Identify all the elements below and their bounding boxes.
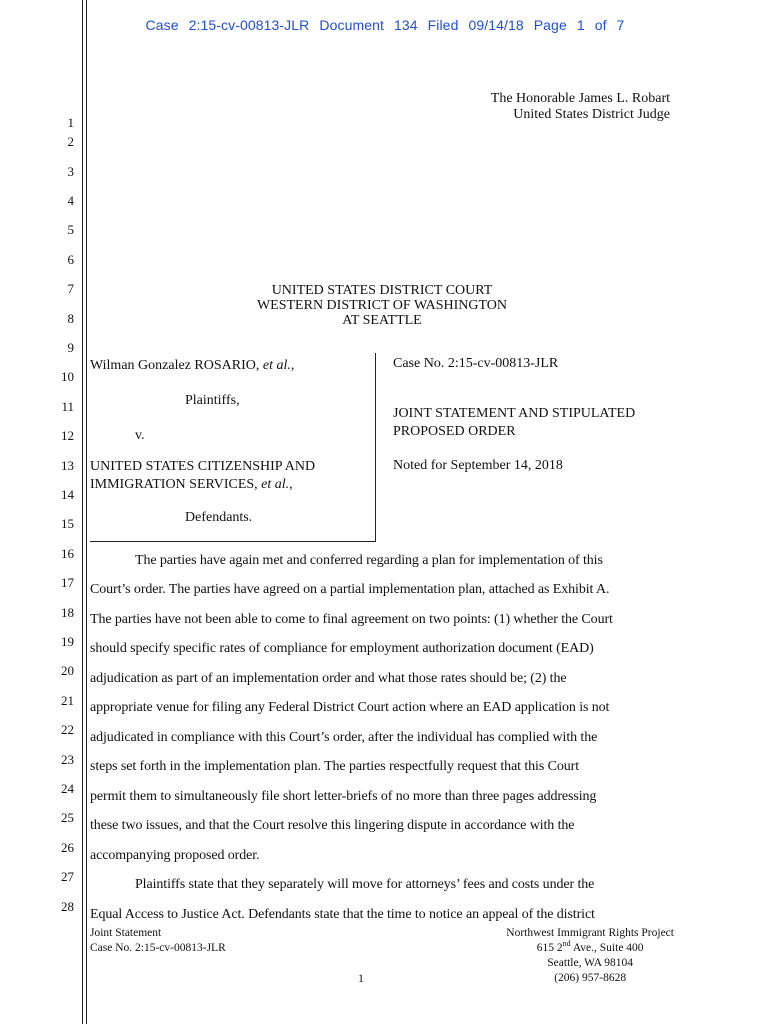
court-district: WESTERN DISTRICT OF WASHINGTON (256, 298, 508, 313)
line-number: 7 (67, 281, 74, 296)
footer-right (506, 926, 674, 986)
line-number: 18 (61, 605, 74, 620)
footer-city: Seattle, WA 98104 (547, 957, 633, 969)
defendant-name: UNITED STATES CITIZENSHIP AND IMMIGRATION SERVICES, et al., (90, 459, 316, 492)
body-line: Equal Access to Justice Act. Defendants state that the time to notice an appeal of the district (90, 907, 595, 922)
body-line: Plaintiffs state that they separately will move for attorneys’ fees and costs under the (135, 877, 595, 892)
line-number: 16 (61, 546, 74, 561)
line-number: 4 (67, 193, 74, 208)
line-number: 11 (61, 399, 74, 414)
line-number: 8 (67, 311, 74, 326)
body-line: these two issues, and that the Court resolve this lingering dispute in accordance with the (90, 818, 575, 833)
line-number: 19 (61, 634, 74, 649)
judge-title: United States District Judge (513, 107, 670, 122)
court-heading (90, 283, 674, 328)
footer-left (90, 926, 226, 956)
line-number: 5 (67, 222, 74, 237)
line-number: 21 (61, 693, 74, 708)
line-number: 1 (67, 115, 74, 130)
body-line: should specify specific rates of compliance for employment authorization document (EAD) (90, 641, 594, 656)
line-number: 26 (61, 840, 74, 855)
body-line: permit them to simultaneously file short letter-briefs of no more than three pages addressing (90, 789, 597, 804)
body-line: Court’s order. The parties have agreed on a partial implementation plan, attached as Exhibit A. (90, 582, 610, 597)
line-number: 10 (61, 369, 74, 384)
defendants-label: Defendants. (185, 510, 253, 525)
page-number: 1 (358, 971, 364, 985)
body-line: adjudication as part of an implementation order and what those rates should be; (2) the (90, 671, 567, 686)
body-line: The parties have again met and conferred regarding a plan for implementation of this (135, 553, 603, 568)
line-number: 6 (67, 252, 74, 267)
line-number: 20 (61, 663, 74, 678)
court-name: UNITED STATES DISTRICT COURT (271, 283, 493, 298)
body-line: steps set forth in the implementation plan. The parties respectfully request that this Court (90, 759, 579, 774)
footer-phone: (206) 957-8628 (554, 972, 627, 984)
case-number: Case No. 2:15-cv-00813-JLR (393, 356, 559, 371)
line-number: 15 (61, 516, 74, 531)
body-line: adjudicated in compliance with this Court’s order, after the individual has complied with the (90, 730, 598, 745)
line-number: 14 (61, 487, 74, 502)
line-number: 22 (61, 722, 74, 737)
line-number: 9 (67, 340, 74, 355)
document-title: JOINT STATEMENT AND STIPULATED PROPOSED ORDER (393, 406, 636, 439)
line-number: 28 (61, 899, 74, 914)
body-line: appropriate venue for filing any Federal District Court action where an EAD application is not (90, 700, 610, 715)
noted-date: Noted for September 14, 2018 (393, 458, 563, 473)
versus-label: v. (135, 428, 145, 443)
filing-header-stamp: Case 2:15-cv-00813-JLR Document 134 Filed 09/14/18 Page 1 of 7 (145, 17, 625, 33)
et-al: et al. (262, 358, 291, 373)
footer-case-number: Case No. 2:15-cv-00813-JLR (90, 942, 226, 954)
line-number: 23 (61, 752, 74, 767)
plaintiffs-label: Plaintiffs, (185, 393, 240, 408)
line-number: 2 (67, 134, 74, 149)
court-location: AT SEATTLE (342, 313, 422, 328)
line-number: 13 (61, 458, 74, 473)
line-number: 24 (61, 781, 74, 796)
body-line: accompanying proposed order. (90, 848, 260, 863)
footer-doc-title: Joint Statement (90, 927, 162, 939)
left-margin-rule-inner (86, 0, 87, 1024)
line-number: 27 (61, 869, 74, 884)
judge-name: The Honorable James L. Robart (490, 91, 670, 106)
line-number: 25 (61, 810, 74, 825)
judge-block (491, 91, 670, 123)
footer-address: 615 2nd Ave., Suite 400 Seattle, WA 98104 (206) 957-8628 (506, 941, 674, 986)
caption-divider-vertical (375, 353, 376, 542)
line-number: 3 (67, 164, 74, 179)
footer-organization: Northwest Immigrant Rights Project (506, 927, 674, 939)
caption-divider-horizontal (90, 541, 376, 542)
et-al: et al. (261, 477, 290, 492)
line-number: 17 (61, 575, 74, 590)
left-margin-rule (82, 0, 83, 1024)
line-number: 12 (61, 428, 74, 443)
body-line: The parties have not been able to come to final agreement on two points: (1) whether the Court (90, 612, 613, 627)
plaintiff-name: Wilman Gonzalez ROSARIO, et al., (90, 358, 295, 373)
